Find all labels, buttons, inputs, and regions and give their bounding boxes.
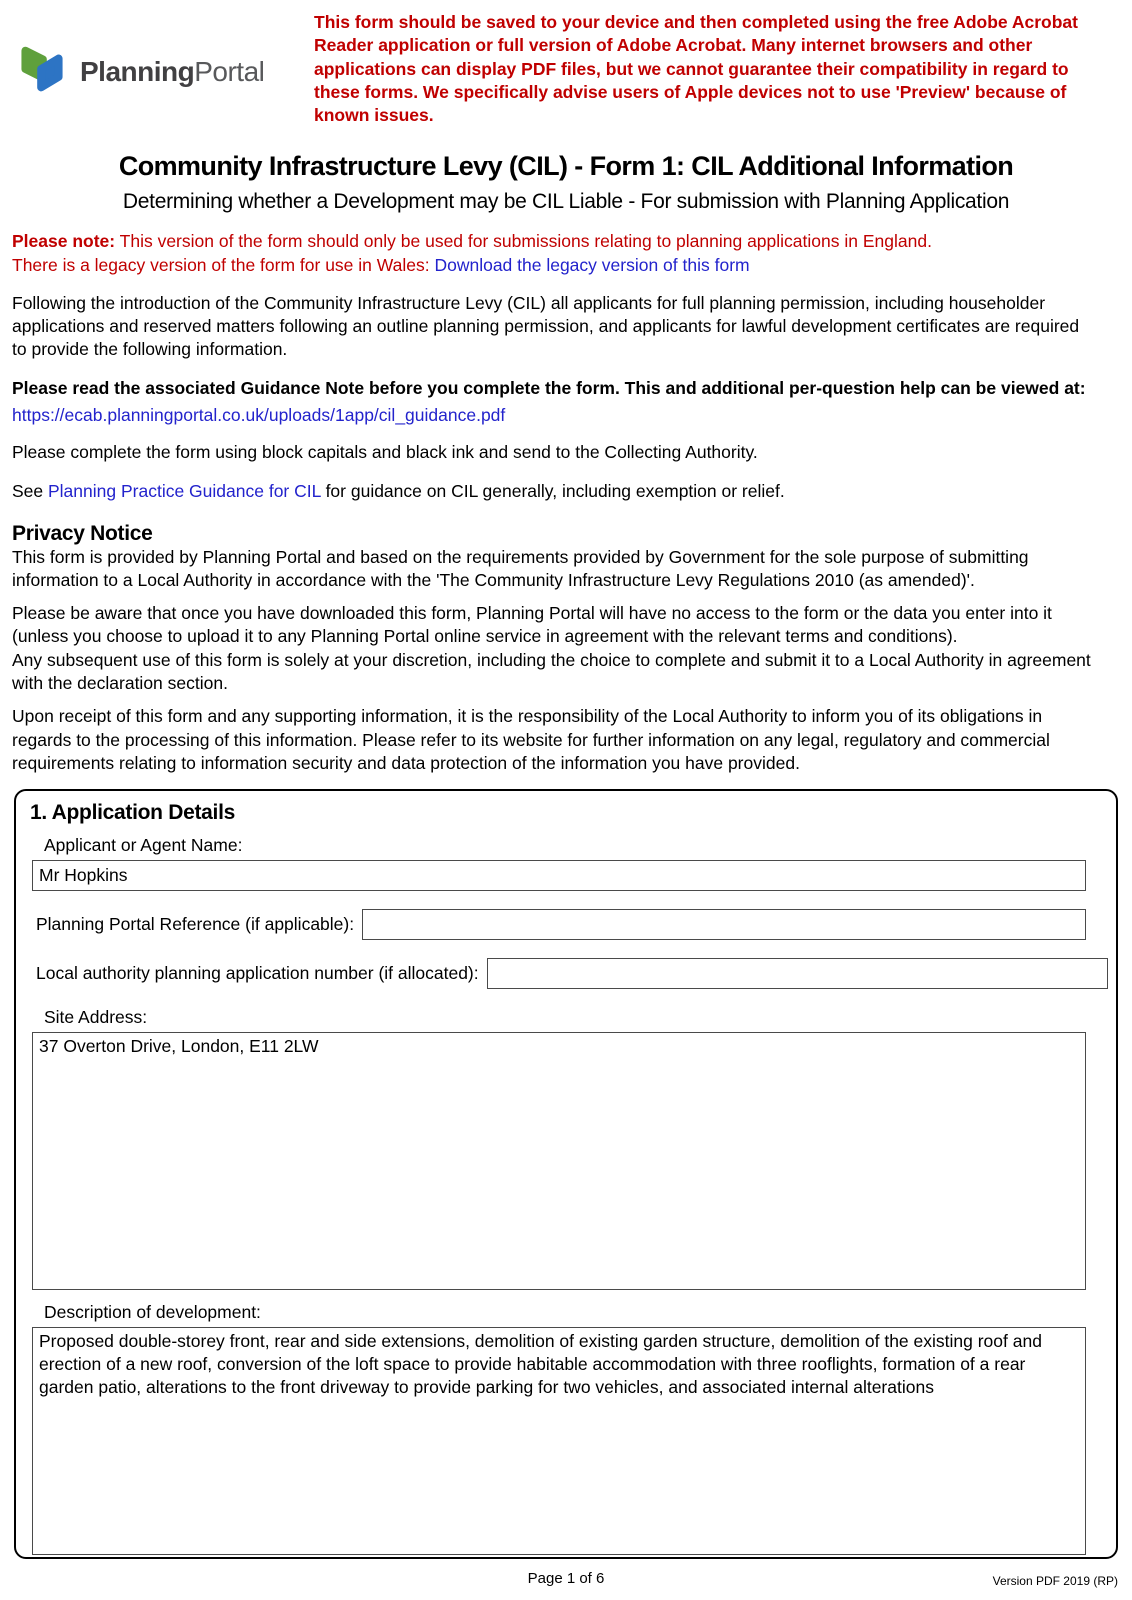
page-header [0,0,1132,127]
lpa-application-number-row [32,958,1108,989]
privacy-paragraph-3: Upon receipt of this form and any supporting information, it is the responsibility of the Local Authority to inform you of its obligations in regards to the processing of this information. Please refer to its website for further information on any legal, regulatory and commercial requirements relating to information security and data protection of the information you have provided. [12,706,1050,773]
site-address-field[interactable] [32,1032,1086,1290]
legacy-form-link[interactable]: Download the legacy version of this form [434,254,750,275]
planning-portal-reference-label: Planning Portal Reference (if applicable): [36,914,355,935]
planning-portal-logo [14,8,314,127]
wales-note-text: There is a legacy version of the form for use in Wales: [12,254,435,275]
logo-text [80,56,264,88]
intro-paragraph: Following the introduction of the Community Infrastructure Levy (CIL) all applicants for full planning permission, including householder applications and reserved matters following an outline planning permission, and applicants for lawful development certificates are required to provide the following information. [12,292,1080,360]
site-address-row [32,1007,1086,1290]
applicant-name-label: Applicant or Agent Name: [44,835,243,856]
guidance-link-line [12,403,1094,428]
form-title: Community Infrastructure Levy (CIL) - Form 1: CIL Additional Information [118,151,1014,182]
description-of-development-field[interactable] [32,1327,1086,1555]
privacy-paragraph-1: This form is provided by Planning Portal and based on the requirements provided by Government for the sole purpose of submitting information to a Local Authority in accordance with the 'The Community Infrastructure Levy Regulations 2010 (as amended)'. [12,546,1029,590]
privacy-notice-heading: Privacy Notice [12,521,153,545]
see-suffix: for guidance on CIL generally, including exemption or relief. [320,481,785,502]
logo-text-planning: Planning [80,55,195,87]
lpa-application-number-field[interactable] [487,958,1108,989]
see-guidance-line [12,480,1094,503]
privacy-paragraph-2a: Please be aware that once you have downloaded this form, Planning Portal will have no access to the form or the data you enter into it (unless you choose to upload it to any Planning Portal online service in agreement with the relevant terms and conditions). [12,603,1052,647]
form-subtitle: Determining whether a Development may be CIL Liable - For submission with Planning Application [122,190,1010,214]
description-of-development-label: Description of development: [44,1302,261,1323]
page-number: Page 1 of 6 [527,1570,605,1587]
ppg-cil-link[interactable]: Planning Practice Guidance for CIL [48,481,321,502]
lpa-application-number-label: Local authority planning application number (if allocated): [36,963,479,984]
guidance-pdf-link[interactable]: https://ecab.planningportal.co.uk/uploads/1app/cil_guidance.pdf [12,404,506,425]
page-footer [0,1570,1132,1590]
adobe-warning-text: This form should be saved to your device and then completed using the free Adobe Acrobat Reader application or full version of Adobe Acrobat. Many internet browsers and other applications can display PDF files, but we cannot guarantee their compatibility in regard to these forms. We specifically advise users of Apple devices not to use 'Preview' because of known issues. [314,12,1078,126]
site-address-label: Site Address: [44,1007,148,1028]
england-note [12,230,1092,277]
section-1-application-details [14,789,1118,1559]
version-label: Version PDF 2019 (RP) [992,1574,1118,1588]
please-note-label: Please note: [12,231,116,252]
applicant-name-row [32,835,1086,891]
description-of-development-row [32,1302,1086,1555]
logo-text-portal: Portal [194,55,265,87]
section-1-heading: 1. Application Details [30,801,235,825]
planning-portal-reference-row [32,909,1086,940]
privacy-paragraph-2b: Any subsequent use of this form is solely at your discretion, including the choice to complete and submit it to a Local Authority in agreement with the declaration section. [12,649,1091,693]
applicant-name-field[interactable] [32,860,1086,891]
please-note-text: This version of the form should only be used for submissions relating to planning applications in England. [115,231,932,252]
planning-portal-reference-field[interactable] [362,909,1086,940]
see-prefix: See [12,481,48,502]
block-capitals-note: Please complete the form using block capitals and black ink and send to the Collecting Authority. [12,442,758,463]
guidance-note-text: Please read the associated Guidance Note before you complete the form. This and additional per-question help can be viewed at: [12,378,1086,399]
planning-portal-logo-icon [14,40,70,103]
